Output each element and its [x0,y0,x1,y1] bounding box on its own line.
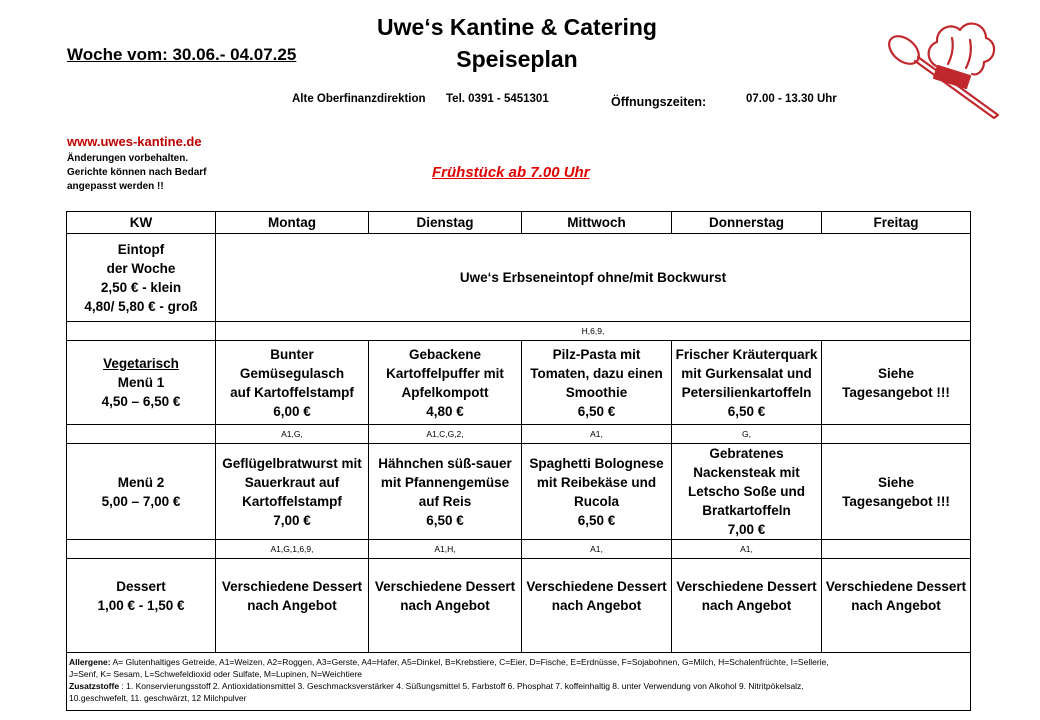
additive-legend-text: 10.geschwefelt, 11. geschwärzt, 12 Milchpulver [69,693,247,703]
column-header: Mittwoch [522,212,672,234]
dish-cell [672,444,822,540]
table-row-menu1 [67,341,971,425]
dish-line: Tomaten, dazu einen [530,365,663,381]
dish-line: Verschiedene Dessert [374,579,516,594]
notice-line: angepasst werden !! [67,181,164,192]
dish-line: Apfelkompott [401,384,489,400]
allergen-legend-text: A= Glutenhaltiges Getreide, A1=Weizen, A2=Roggen, A3=Gerste, A4=Hafer, A5=Dinkel, B=Krebstiere, C=Eier, D=Fische, E=Erdnüsse, F=Sojabohnen, G=Milch, H=Schalenfrüchte, I=Sellerie, [112,657,829,667]
allergen-cell [822,425,971,444]
dish-line: Gebratenes [709,446,784,461]
dish-line: Kartoffelstampf [242,493,342,509]
dish-line: Verschiedene Dessert [526,579,667,594]
page-title: Uwe‘s Kantine & Catering [377,14,657,40]
column-header: Montag [216,212,369,234]
dish-cell [822,559,971,653]
dish-line: Frischer Kräuterquark [675,346,818,362]
dish-line: Spaghetti Bolognese [529,455,664,471]
dish-line: Gebackene [408,346,482,362]
dish-cell [822,444,971,540]
allergen-legend [69,656,968,668]
allergen-cell: A1, [522,540,672,559]
label-line: 4,50 – 6,50 € [101,394,181,409]
label-line: Menü 2 [117,474,165,490]
label-line: Eintopf [117,241,165,257]
dish-cell [216,559,369,653]
dish-line: Pilz-Pasta mit [552,346,641,362]
dish-line: Verschiedene Dessert [825,579,967,594]
dish-line: Bratkartoffeln [702,503,791,518]
row-label-dessert [67,559,216,653]
allergen-cell: H,6,9, [216,322,971,341]
dish-price: 7,00 € [273,512,311,528]
page-subtitle: Speiseplan [456,46,578,72]
dish-line: auf Kartoffelstampf [230,384,354,400]
legend-cell [67,653,971,711]
dish-line: Kartoffelpuffer mit [386,365,504,381]
phone-number: Tel. 0391 - 5451301 [446,93,549,105]
column-header: KW [67,212,216,234]
allergen-row [67,322,971,341]
dish-line: mit Gurkensalat und [681,365,812,381]
eintopf-dish: Uwe‘s Erbseneintopf ohne/mit Bockwurst [216,234,971,322]
dish-line: Geflügelbratwurst mit [222,455,362,471]
allergen-cell [67,540,216,559]
allergen-cell [67,322,216,341]
label-line: 5,00 – 7,00 € [101,493,181,509]
dish-line: auf Reis [418,493,472,509]
table-header-row [67,212,971,234]
allergen-row [67,540,971,559]
row-label-menu1 [67,341,216,425]
dish-line: nach Angebot [247,598,337,613]
label-line: 2,50 € - klein [100,279,182,295]
dish-cell [522,444,672,540]
dish-cell [672,559,822,653]
allergen-legend-label: Allergene: [69,657,111,667]
allergen-cell: A1, [672,540,822,559]
column-header: Donnerstag [672,212,822,234]
dish-line: Smoothie [565,384,628,400]
dish-price: 4,80 € [426,403,464,419]
dish-line: Verschiedene Dessert [221,579,363,594]
dish-cell [522,559,672,653]
dish-line: Letscho Soße und [687,484,805,499]
address: Alte Oberfinanzdirektion [292,93,426,105]
breakfast-notice: Frühstück ab 7.00 Uhr [432,164,590,181]
dish-line: nach Angebot [400,598,490,613]
chef-hat-and-spoon-icon [882,8,1000,123]
dish-line: nach Angebot [551,598,642,613]
dish-line: nach Angebot [701,598,792,613]
dish-line: nach Angebot [851,598,941,613]
dish-cell [522,341,672,425]
column-header: Dienstag [369,212,522,234]
label-line: Vegetarisch [103,356,179,371]
label-line: 1,00 € - 1,50 € [97,598,185,613]
dish-line: Tagesangebot !!! [842,493,950,509]
row-label-menu2 [67,444,216,540]
additive-legend-text: : 1. Konservierungsstoff 2. Antioxidationsmittel 3. Geschmacksverstärker 4. Süßungsmittel 5. Farbstoff 6. Phosphat 7. koffeinhaltig 8. unter Verwendung von Alkohol 9. Nitritpökelsalz, [119,681,804,691]
allergen-cell: A1,G,1,6,9, [216,540,369,559]
allergen-cell [67,425,216,444]
dish-price: 7,00 € [727,522,766,537]
label-line: der Woche [106,260,176,276]
dish-line: Bunter Gemüsegulasch [239,346,345,381]
allergen-legend-text: J=Senf, K= Sesam, L=Schwefeldioxid oder Sulfate, M=Lupinen, N=Weichtiere [69,669,363,679]
dish-line: Hähnchen süß-sauer [378,455,512,471]
dish-price: 6,50 € [577,512,616,528]
dish-line: Rucola [573,493,619,509]
dish-cell [369,444,522,540]
dish-line: Nackensteak mit [693,465,800,480]
notice-line: Änderungen vorbehalten. [67,153,189,164]
week-range: Woche vom: 30.06.- 04.07.25 [67,45,297,64]
dish-line: Verschiedene Dessert [676,579,817,594]
opening-hours: 07.00 - 13.30 Uhr [746,93,837,105]
allergen-row [67,425,971,444]
dish-line: Tagesangebot !!! [842,384,950,400]
dish-line: Siehe [877,474,915,490]
row-label-eintopf [67,234,216,322]
dish-price: 6,50 € [577,403,616,419]
dish-price: 6,00 € [273,403,311,419]
website-link[interactable]: www.uwes-kantine.de [67,134,202,149]
dish-cell [369,341,522,425]
dish-price: 6,50 € [727,403,766,419]
table-row-dessert [67,559,971,653]
allergen-cell: A1,C,G,2, [369,425,522,444]
additive-legend-label: Zusatzstoffe [69,681,120,691]
label-line: Menü 1 [117,375,165,390]
dish-line: mit Pfannengemüse [380,474,510,490]
opening-hours-label: Öffnungszeiten: [611,95,707,109]
additive-legend [69,680,968,692]
dish-cell [369,559,522,653]
label-line: Dessert [116,579,166,594]
dish-line: Siehe [877,365,915,381]
dish-price: 6,50 € [426,512,464,528]
table-row-eintopf [67,234,971,322]
dish-line: Sauerkraut auf [244,474,340,490]
allergen-cell: A1, [522,425,672,444]
allergen-cell: A1,H, [369,540,522,559]
dish-cell [672,341,822,425]
notice-line: Gerichte können nach Bedarf [67,167,207,178]
dish-cell [216,444,369,540]
dish-line: Petersilienkartoffeln [681,384,812,400]
dish-cell [822,341,971,425]
legend-row [67,653,971,711]
allergen-cell: A1,G, [216,425,369,444]
allergen-cell: G, [672,425,822,444]
dish-line: mit Reibekäse und [536,474,657,490]
column-header: Freitag [822,212,971,234]
dish-cell [216,341,369,425]
allergen-cell [822,540,971,559]
table-row-menu2 [67,444,971,540]
menu-table [66,211,971,711]
label-line: 4,80/ 5,80 € - groß [84,298,198,314]
notice-text [67,152,206,194]
